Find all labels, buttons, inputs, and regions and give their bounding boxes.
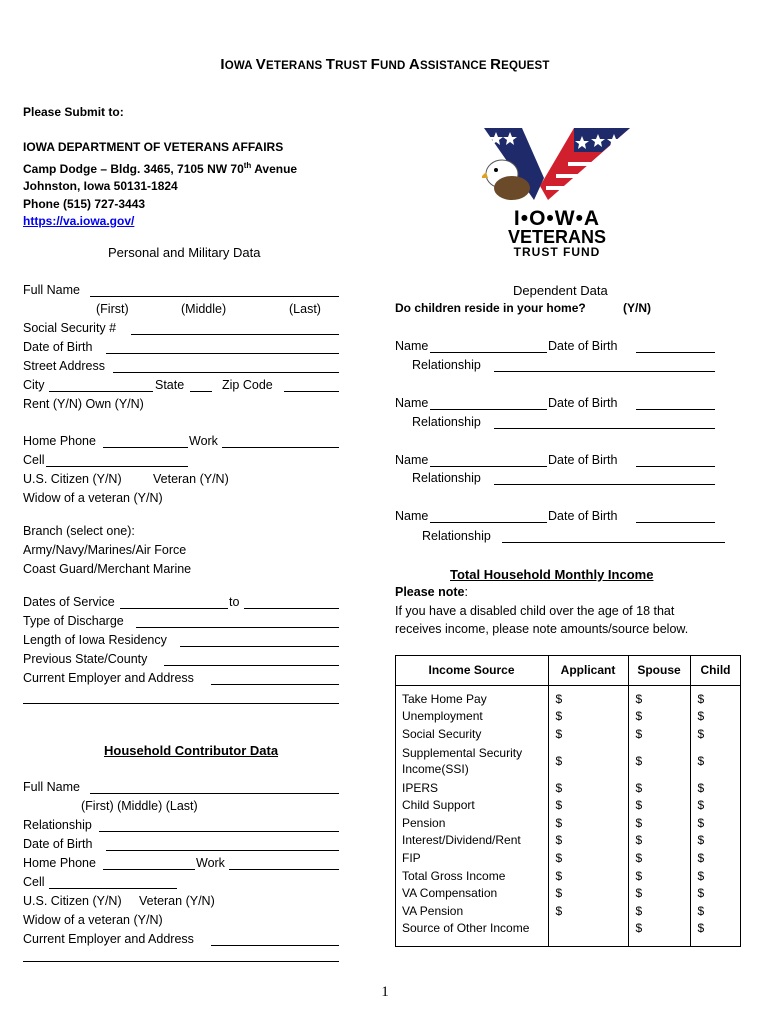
dependent-heading: Dependent Data (513, 283, 608, 298)
address-block (23, 139, 297, 231)
dep-rel-field[interactable] (502, 542, 725, 543)
phone: Phone (515) 727-3443 (23, 196, 146, 211)
table-row: FIP $ $ $ (395, 849, 741, 867)
prev-state-label: Previous State/County (23, 652, 148, 666)
hh-relationship-label: Relationship (23, 818, 92, 832)
table-row: Take Home Pay $ $ $ (395, 686, 741, 708)
dep-dob-field[interactable] (636, 352, 715, 353)
rent-own-label: Rent (Y/N) Own (Y/N) (23, 397, 144, 411)
hh-work-label: Work (196, 856, 225, 870)
hh-work-field[interactable] (229, 869, 339, 870)
table-row: IPERS $ $ $ (395, 779, 741, 797)
branch-options-2: Coast Guard/Merchant Marine (23, 562, 192, 576)
household-heading: Household Contributor Data (104, 743, 279, 758)
col-spouse: Spouse (628, 655, 690, 686)
zip-label: Zip Code (222, 378, 273, 392)
state-label: State (155, 378, 185, 392)
dep-name-field[interactable] (430, 409, 547, 410)
state-field[interactable] (190, 391, 212, 392)
last-label: (Last) (289, 302, 321, 316)
dep-rel-label: Relationship (422, 529, 491, 543)
dep-dob-label: Date of Birth (548, 509, 618, 523)
col-income-source: Income Source (395, 655, 548, 686)
table-row: Unemployment $ $ $ (395, 708, 741, 726)
hh-full-name-label: Full Name (23, 780, 80, 794)
hh-veteran-label: Veteran (Y/N) (139, 894, 215, 908)
dep-rel-label: Relationship (412, 358, 481, 372)
hh-home-phone-field[interactable] (103, 869, 195, 870)
branch-label: Branch (select one): (23, 524, 135, 538)
children-yn: (Y/N) (623, 301, 651, 315)
dep-rel-field[interactable] (494, 428, 715, 429)
col-child: Child (690, 655, 741, 686)
note-line-2: receives income, please note amounts/source below. (395, 622, 689, 636)
note-line-1: If you have a disabled child over the age of 18 that (395, 604, 675, 618)
home-phone-label: Home Phone (23, 434, 96, 448)
hh-widow-label: Widow of a veteran (Y/N) (23, 913, 163, 927)
table-row: Interest/Dividend/Rent $ $ $ (395, 832, 741, 850)
table-row: Pension $ $ $ (395, 814, 741, 832)
page-number: 1 (381, 984, 389, 1000)
logo-iowa: I•O•W•A (513, 207, 601, 230)
employer-field[interactable] (211, 684, 339, 685)
dep-dob-field[interactable] (636, 409, 715, 410)
table-row: Social Security $ $ $ (395, 725, 741, 743)
table-row: VA Pension $ $ $ (395, 902, 741, 920)
zip-field[interactable] (284, 391, 339, 392)
full-name-field[interactable] (90, 296, 339, 297)
first-label: (First) (96, 302, 129, 316)
dep-rel-field[interactable] (494, 371, 715, 372)
cell-field[interactable] (46, 466, 188, 467)
discharge-label: Type of Discharge (23, 614, 124, 628)
submit-heading: Please Submit to: (23, 105, 124, 119)
dep-name-field[interactable] (430, 522, 547, 523)
work-label: Work (189, 434, 218, 448)
full-name-label: Full Name (23, 283, 80, 297)
employer-label: Current Employer and Address (23, 671, 194, 685)
hh-cell-field[interactable] (49, 888, 177, 889)
widow-label: Widow of a veteran (Y/N) (23, 491, 163, 505)
service-from-field[interactable] (120, 608, 228, 609)
service-to-field[interactable] (244, 608, 339, 609)
hh-employer-field-2[interactable] (23, 961, 339, 962)
table-row: Child Support $ $ $ (395, 796, 741, 814)
dep-name-label: Name (395, 396, 429, 410)
hh-employer-label: Current Employer and Address (23, 932, 194, 946)
table-row: VA Compensation $ $ $ (395, 884, 741, 902)
dep-dob-field[interactable] (636, 522, 715, 523)
dep-rel-label: Relationship (412, 471, 481, 485)
city-field[interactable] (49, 391, 153, 392)
residency-label: Length of Iowa Residency (23, 633, 167, 647)
hh-home-phone-label: Home Phone (23, 856, 96, 870)
page-title: IOWA VETERANS TRUST FUND ASSISTANCE REQUEST (220, 56, 550, 73)
dep-dob-label: Date of Birth (548, 453, 618, 467)
veteran-label: Veteran (Y/N) (153, 472, 229, 486)
dep-dob-label: Date of Birth (548, 339, 618, 353)
table-row: Source of Other Income $ $ (395, 920, 741, 938)
table-row: Supplemental Security Income(SSI) $ $ $ (395, 743, 741, 779)
work-phone-field[interactable] (222, 447, 339, 448)
prev-state-field[interactable] (164, 665, 339, 666)
city-label: City (23, 378, 45, 392)
income-heading: Total Household Monthly Income (450, 567, 654, 582)
employer-field-2[interactable] (23, 703, 339, 704)
ssn-label: Social Security # (23, 321, 117, 335)
middle-label: (Middle) (181, 302, 227, 316)
discharge-field[interactable] (136, 627, 339, 628)
dep-rel-label: Relationship (412, 415, 481, 429)
dates-service-label: Dates of Service (23, 595, 115, 609)
personal-heading: Personal and Military Data (108, 245, 261, 260)
branch-options-1: Army/Navy/Marines/Air Force (23, 543, 187, 557)
dep-name-label: Name (395, 453, 429, 467)
hh-citizen-label: U.S. Citizen (Y/N) (23, 894, 122, 908)
city-zip: Johnston, Iowa 50131-1824 (23, 179, 178, 193)
iowa-vtf-logo (482, 126, 632, 259)
dob-field[interactable] (106, 353, 339, 354)
residency-field[interactable] (180, 646, 339, 647)
home-phone-field[interactable] (103, 447, 188, 448)
cell-label: Cell (23, 453, 45, 467)
hh-employer-field[interactable] (211, 945, 339, 946)
logo-veterans: VETERANS (507, 227, 606, 247)
to-label: to (229, 595, 240, 609)
dep-name-field[interactable] (430, 466, 547, 467)
hh-relationship-field[interactable] (99, 831, 339, 832)
street-address: Camp Dodge – Bldg. 3465, 7105 NW 70th Avenue (23, 160, 298, 176)
street-label: Street Address (23, 359, 105, 373)
ssn-field[interactable] (131, 334, 339, 335)
dep-name-field[interactable] (430, 352, 547, 353)
hh-dob-label: Date of Birth (23, 837, 93, 851)
dep-dob-label: Date of Birth (548, 396, 618, 410)
dep-name-label: Name (395, 509, 429, 523)
logo-trust-fund: TRUST FUND (513, 245, 601, 259)
flag-v-icon (482, 126, 632, 206)
hh-full-name-field[interactable] (90, 793, 339, 794)
dep-rel-field[interactable] (494, 484, 715, 485)
hh-dob-field[interactable] (106, 850, 339, 851)
hh-cell-label: Cell (23, 875, 45, 889)
note-label: Please note: (395, 585, 468, 599)
street-field[interactable] (113, 372, 339, 373)
dep-name-label: Name (395, 339, 429, 353)
citizen-label: U.S. Citizen (Y/N) (23, 472, 122, 486)
hh-names-label: (First) (Middle) (Last) (81, 799, 198, 813)
table-row: Total Gross Income $ $ $ (395, 867, 741, 885)
dep-dob-field[interactable] (636, 466, 715, 467)
dob-label: Date of Birth (23, 340, 93, 354)
children-question: Do children reside in your home? (395, 301, 586, 315)
org-name: IOWA DEPARTMENT OF VETERANS AFFAIRS (23, 140, 284, 154)
website-link[interactable]: https://va.iowa.gov/ (23, 214, 135, 228)
col-applicant: Applicant (548, 655, 628, 686)
income-table (395, 655, 741, 937)
table-header (395, 655, 741, 686)
